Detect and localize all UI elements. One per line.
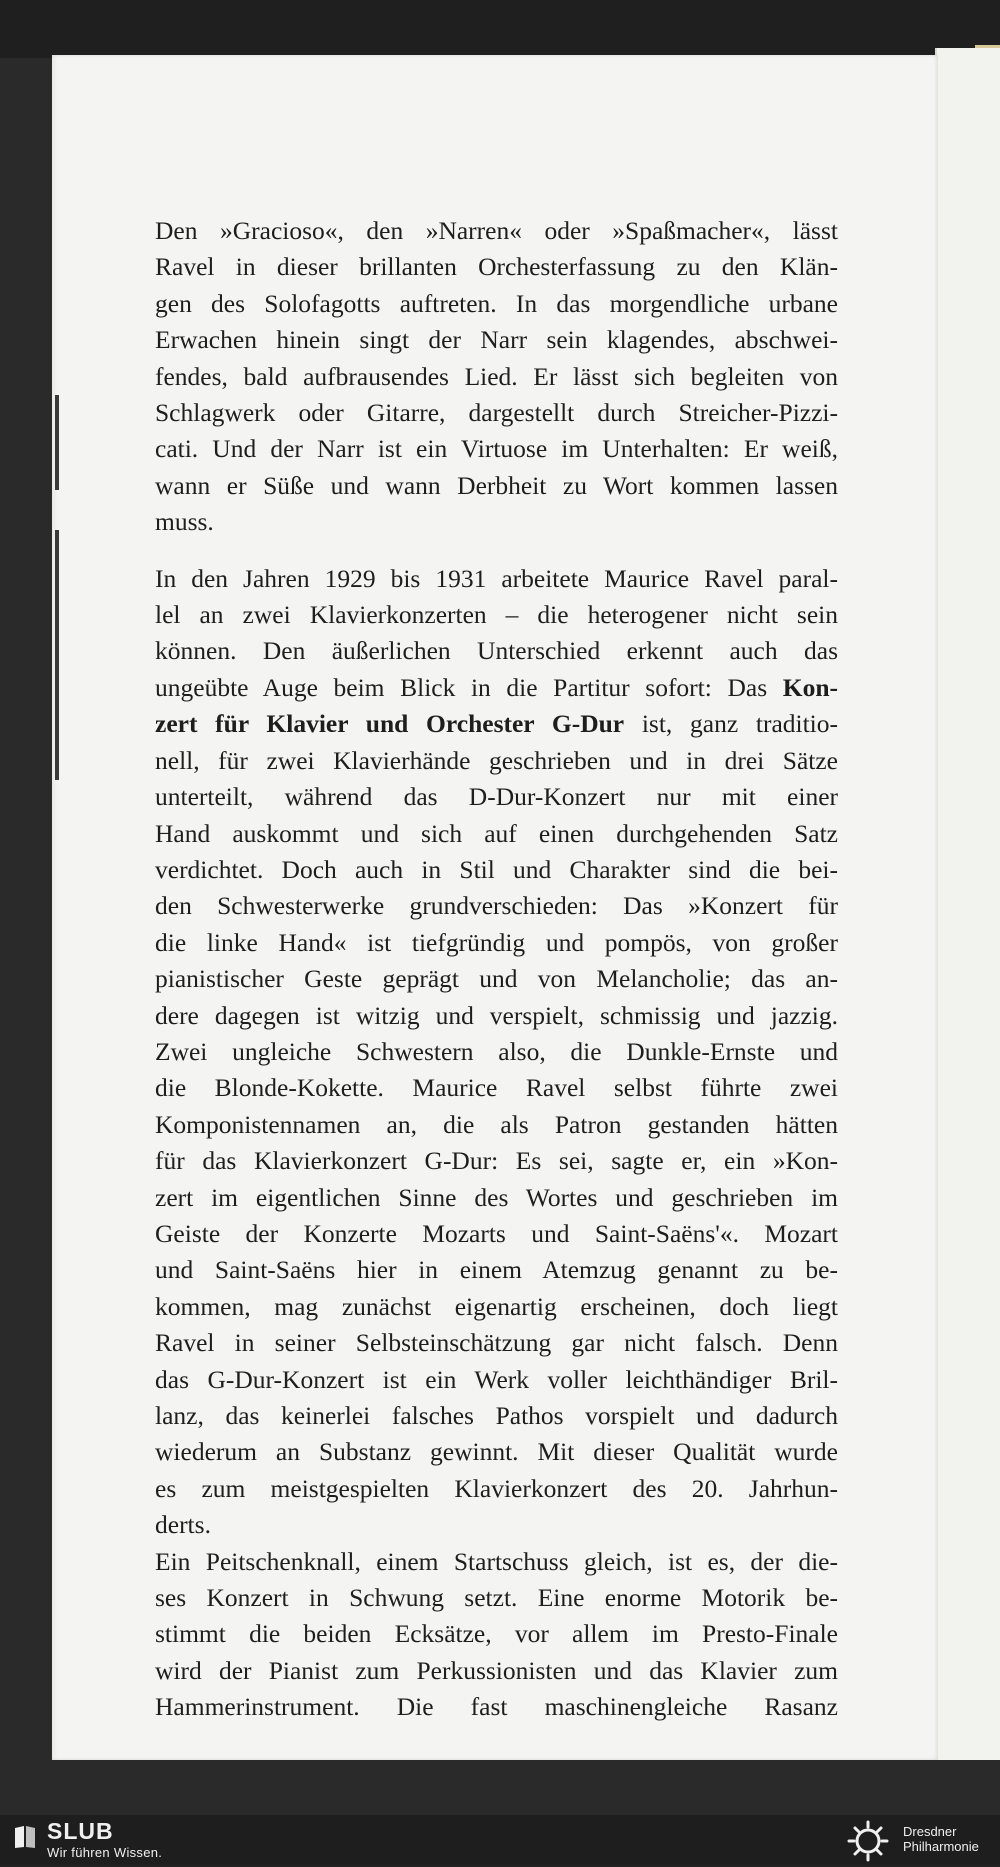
text-line: für das Klavierkonzert G-Dur: Es sei, sagte er, ein »Kon- xyxy=(155,1146,838,1176)
text-line: dere dagegen ist witzig und verspielt, schmissig und jazzig. xyxy=(155,1000,838,1030)
text-line: Zwei ungleiche Schwestern also, die Dunkle-Ernste und xyxy=(155,1036,838,1066)
partner-name-line-1: Dresdner xyxy=(903,1824,957,1839)
text-line: wird der Pianist zum Perkussionisten und das Klavier zum xyxy=(155,1655,838,1685)
text-line: lel an zwei Klavierkonzerten – die heterogener nicht sein xyxy=(155,600,838,630)
text-line: unterteilt, während das D-Dur-Konzert nur mit einer xyxy=(155,782,838,812)
text-segment: ungeübte Auge beim Blick in die Partitur sofort: Das xyxy=(155,672,783,702)
body-text xyxy=(155,213,838,1726)
slub-book-icon[interactable] xyxy=(14,1825,36,1849)
bold-work-title: Kon- xyxy=(782,672,838,702)
text-line: Hand auskommt und sich auf einen durchgehenden Satz xyxy=(155,818,838,848)
text-line: und Saint-Saëns hier in einem Atemzug genannt zu be- xyxy=(155,1255,838,1285)
text-line: fendes, bald aufbrausendes Lied. Er lässt sich begleiten von xyxy=(155,361,838,391)
text-line: derts. xyxy=(155,1510,211,1540)
dresdner-philharmonie-sun-icon[interactable] xyxy=(842,1820,894,1862)
paragraph-1 xyxy=(155,213,838,541)
text-line: Ravel in seiner Selbsteinschätzung gar nicht falsch. Denn xyxy=(155,1328,838,1358)
text-line: die linke Hand« ist tiefgründig und pompös, von großer xyxy=(155,927,838,957)
text-line: kommen, mag zunächst eigenartig erscheinen, doch liegt xyxy=(155,1291,838,1321)
text-line: den Schwesterwerke grundverschieden: Das »Konzert für xyxy=(155,891,838,921)
slub-name[interactable]: SLUB xyxy=(47,1818,114,1844)
paragraph-3 xyxy=(155,1544,838,1726)
text-line: Ein Peitschenknall, einem Startschuss gleich, ist es, der die- xyxy=(155,1546,838,1576)
scan-top-edge xyxy=(0,0,1000,58)
text-line: Den »Gracioso«, den »Narren« oder »Spaßmacher«, lässt xyxy=(155,216,838,245)
text-line: lanz, das keinerlei falsches Pathos vorspielt und dadurch xyxy=(155,1401,838,1430)
text-line: die Blonde-Kokette. Maurice Ravel selbst führte zwei xyxy=(155,1073,838,1103)
partner-name-line-2: Philharmonie xyxy=(903,1839,979,1854)
text-line: verdichtet. Doch auch in Stil und Charakter sind die bei- xyxy=(155,854,838,884)
partner-name xyxy=(903,1824,979,1854)
text-line: es zum meistgespielten Klavierkonzert des 20. Jahrhun- xyxy=(155,1473,838,1503)
text-line: In den Jahren 1929 bis 1931 arbeitete Maurice Ravel paral- xyxy=(155,563,838,593)
text-line: Hammerinstrument. Die fast maschinengleiche Rasanz xyxy=(155,1692,838,1722)
text-line: zert im eigentlichen Sinne des Wortes und geschrieben im xyxy=(155,1182,838,1212)
text-line xyxy=(155,706,838,742)
text-line: Erwachen hinein singt der Narr sein klagendes, abschwei- xyxy=(155,325,838,355)
text-line: stimmt die beiden Ecksätze, vor allem im Presto-Finale xyxy=(155,1619,838,1649)
bold-work-title: zert für Klavier und Orchester G-Dur xyxy=(155,709,625,739)
slub-tagline: Wir führen Wissen. xyxy=(47,1845,163,1860)
text-line: Geiste der Konzerte Mozarts und Saint-Saëns'«. Mozart xyxy=(155,1218,838,1248)
text-segment: ist, ganz traditio- xyxy=(624,709,839,739)
text-line: ses Konzert in Schwung setzt. Eine enorme Motorik be- xyxy=(155,1583,838,1613)
text-line: Schlagwerk oder Gitarre, dargestellt durch Streicher-Pizzi- xyxy=(155,398,838,428)
text-line: wann er Süße und wann Derbheit zu Wort kommen lassen xyxy=(155,470,838,500)
cover-edge xyxy=(935,48,1000,1760)
text-line: Ravel in dieser brillanten Orchesterfassung zu den Klän- xyxy=(155,252,838,282)
text-line xyxy=(155,670,838,706)
text-line: pianistischer Geste geprägt und von Melancholie; das an- xyxy=(155,964,838,994)
paragraph-2 xyxy=(155,561,838,1544)
text-line: cati. Und der Narr ist ein Virtuose im Unterhalten: Er weiß, xyxy=(155,434,838,464)
binding-mark xyxy=(55,395,59,490)
text-line: nell, für zwei Klavierhände geschrieben und in drei Sätze xyxy=(155,745,838,775)
text-line: Komponistennamen an, die als Patron gestanden hätten xyxy=(155,1109,838,1139)
text-line: gen des Solofagotts auftreten. In das morgendliche urbane xyxy=(155,288,838,318)
text-line: können. Den äußerlichen Unterschied erkennt auch das xyxy=(155,636,838,666)
text-line: das G-Dur-Konzert ist ein Werk voller leichthändiger Bril- xyxy=(155,1364,838,1394)
footer-bar xyxy=(0,1815,1000,1865)
text-line: muss. xyxy=(155,507,214,537)
text-line: wiederum an Substanz gewinnt. Mit dieser Qualität wurde xyxy=(155,1437,838,1467)
binding-mark xyxy=(55,530,59,780)
